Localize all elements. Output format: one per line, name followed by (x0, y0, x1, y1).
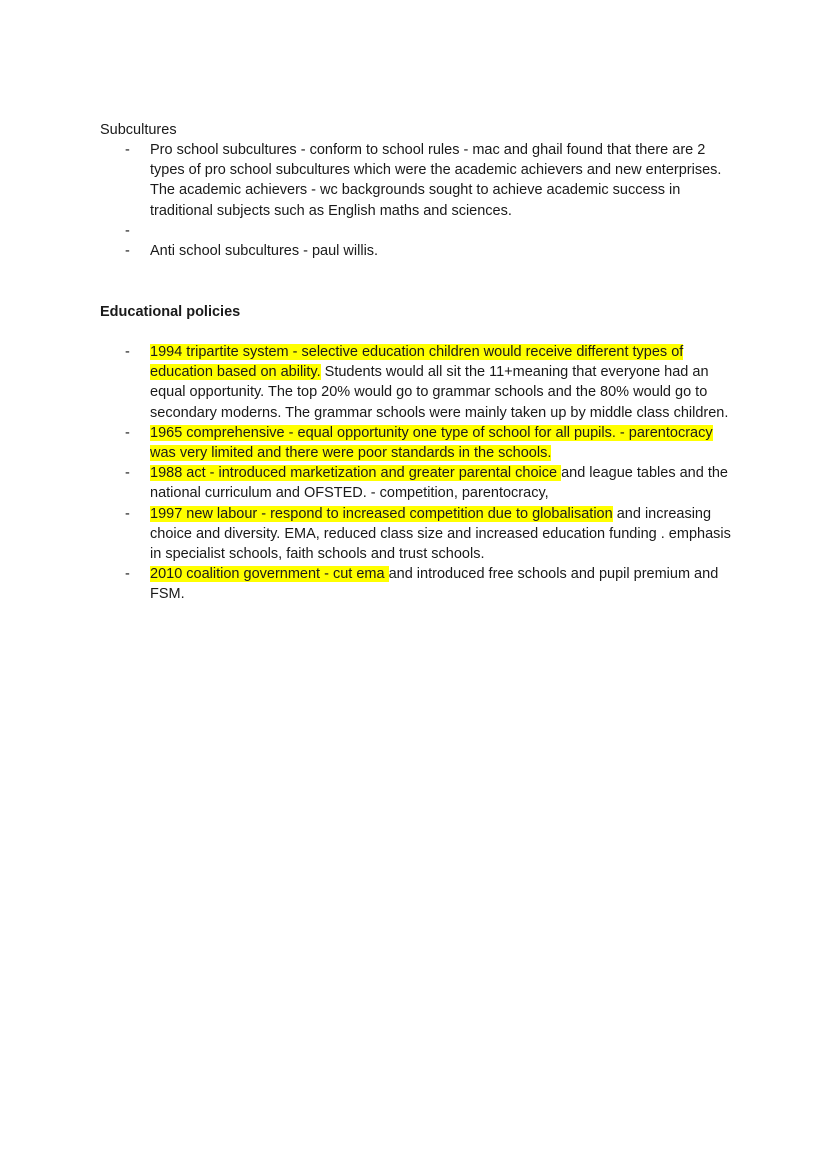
list-item-text: Students would all sit the 11+meaning that everyone had an equal opportunity. The top 20% would go to grammar schools and the 80% would go to secondary moderns. The grammar schools were mainly taken up by middle class children. (150, 364, 729, 421)
list-item-text: and league tables and the national curriculum and OFSTED. - competition, parentocracy, (150, 465, 728, 502)
bullet-dash: - (125, 222, 130, 239)
highlighted-text: 1994 tripartite system - selective education children would receive different types of education based on ability. (150, 344, 684, 381)
list-item (125, 423, 740, 463)
list-item-text: and increasing choice and diversity. EMA, reduced class size and increased education funding . emphasis in specialist schools, faith schools and trust schools. (150, 505, 731, 563)
list-item (125, 463, 740, 503)
educational-policies-heading: Educational policies (100, 304, 241, 320)
subcultures-list (125, 140, 740, 261)
highlighted-text: 1997 new labour - respond to increased competition due to globalisation (150, 505, 613, 522)
bullet-dash: - (125, 243, 130, 259)
list-item (125, 140, 740, 221)
list-item (125, 564, 740, 604)
list-item-text: Pro school subcultures - conform to school rules - mac and ghail found that there are 2 types of pro school subcultures which were the academic achievers and new enterprises. The academic achievers - wc backgrounds sought to achieve academic success in traditional subjects such as English maths and sciences. (150, 142, 722, 219)
bullet-dash: - (125, 344, 130, 360)
policies-list (125, 342, 740, 605)
list-item (125, 504, 740, 565)
list-item-text: and introduced free schools and pupil premium and FSM. (150, 566, 719, 603)
highlighted-text: 2010 coalition government - cut ema (150, 566, 389, 583)
list-item (125, 241, 740, 261)
subcultures-heading: Subcultures (100, 122, 177, 138)
highlighted-text: 1988 act - introduced marketization and greater parental choice (150, 465, 562, 482)
bullet-dash: - (125, 142, 130, 158)
bullet-dash: - (125, 566, 130, 583)
bullet-dash: - (125, 424, 130, 441)
list-item-text: Anti school subcultures - paul willis. (150, 243, 379, 259)
list-item (125, 342, 740, 423)
bullet-dash: - (125, 505, 130, 522)
bullet-dash: - (125, 465, 130, 482)
list-item (125, 221, 740, 241)
highlighted-text: 1965 comprehensive - equal opportunity one type of school for all pupils. - parentocracy was very limited and there were poor standards in the schools. (150, 424, 713, 462)
